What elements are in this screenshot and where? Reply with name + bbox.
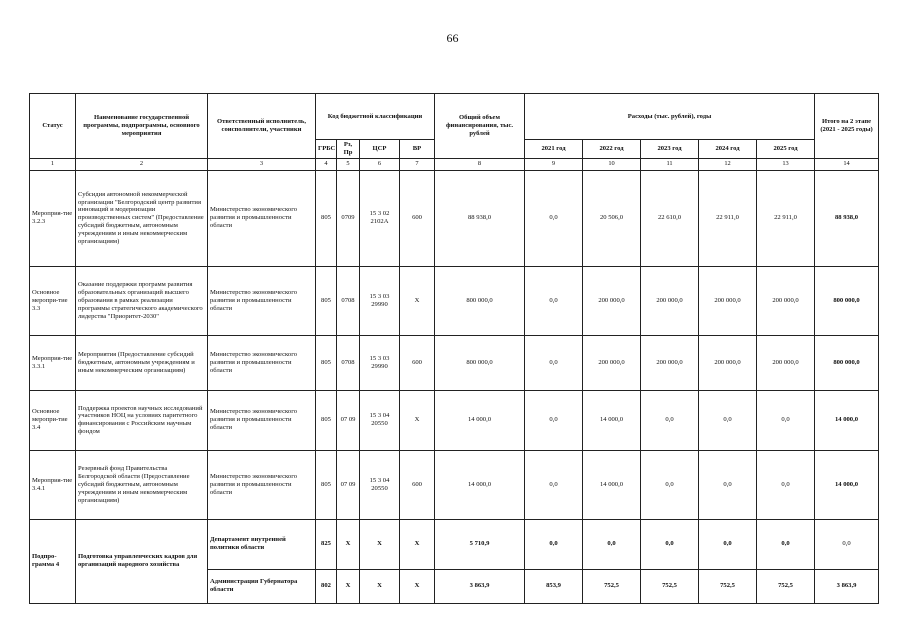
row-name: Субсидия автономной некоммерческой организации "Белгородский центр развития инноваций и модернизации производственных систем" (Предоставление субсидий бюджетным, автономным учреждениям и иным некоммерческим организациям) [76, 170, 208, 266]
row-2025: 200 000,0 [757, 266, 815, 335]
row-vr: 600 [400, 335, 435, 390]
column-number-row [30, 158, 879, 170]
subprogram-executor: Департамент внутренней политики области [208, 519, 316, 569]
row-2021: 0,0 [525, 266, 583, 335]
row-2023: 0,0 [641, 390, 699, 450]
subprogram-2024: 0,0 [699, 519, 757, 569]
row-2021: 0,0 [525, 170, 583, 266]
column-number: 12 [699, 158, 757, 170]
column-number: 10 [583, 158, 641, 170]
row-stage-total: 88 938,0 [815, 170, 879, 266]
table-row [30, 266, 879, 335]
row-stage-total: 800 000,0 [815, 335, 879, 390]
subprogram-2025: 0,0 [757, 519, 815, 569]
row-executor: Министерство экономического развития и промышленности области [208, 450, 316, 519]
row-stage-total: 14 000,0 [815, 450, 879, 519]
subprogram-2023: 0,0 [641, 519, 699, 569]
header-expenses: Расходы (тыс. рублей), годы [525, 94, 815, 140]
subprogram-total: 3 863,9 [435, 569, 525, 603]
subprogram-2024: 752,5 [699, 569, 757, 603]
header-2023: 2023 год [641, 140, 699, 159]
subprogram-stage-total: 3 863,9 [815, 569, 879, 603]
header-2022: 2022 год [583, 140, 641, 159]
row-rz-pr: 07 09 [337, 450, 360, 519]
header-2021: 2021 год [525, 140, 583, 159]
subprogram-rz-pr: Х [337, 519, 360, 569]
subprogram-rz-pr: Х [337, 569, 360, 603]
row-grbs: 805 [316, 170, 337, 266]
column-number: 14 [815, 158, 879, 170]
row-2022: 20 506,0 [583, 170, 641, 266]
row-2022: 200 000,0 [583, 335, 641, 390]
subprogram-row [30, 519, 879, 569]
row-2024: 0,0 [699, 390, 757, 450]
subprogram-2021: 0,0 [525, 519, 583, 569]
column-number: 5 [337, 158, 360, 170]
row-total: 800 000,0 [435, 266, 525, 335]
row-2025: 0,0 [757, 450, 815, 519]
row-total: 14 000,0 [435, 450, 525, 519]
row-executor: Министерство экономического развития и промышленности области [208, 390, 316, 450]
subprogram-name: Подготовка управленческих кадров для организаций народного хозяйства [76, 519, 208, 603]
header-total-financing: Общий объем финансирования, тыс. рублей [435, 94, 525, 159]
subprogram-grbs: 825 [316, 519, 337, 569]
header-stage-total: Итого на 2 этапе (2021 - 2025 годы) [815, 94, 879, 159]
row-status: Мероприя-тие 3.2.3 [30, 170, 76, 266]
table-row [30, 390, 879, 450]
row-name: Оказание поддержки программ развития образовательных организаций высшего образования в рамках реализации программы стратегического академического лидерства "Приоритет-2030" [76, 266, 208, 335]
header-csr: ЦСР [360, 140, 400, 159]
header-vr: ВР [400, 140, 435, 159]
row-2021: 0,0 [525, 390, 583, 450]
row-2024: 200 000,0 [699, 266, 757, 335]
row-stage-total: 800 000,0 [815, 266, 879, 335]
row-2023: 200 000,0 [641, 335, 699, 390]
row-csr: 15 3 02 2102А [360, 170, 400, 266]
header-status: Статус [30, 94, 76, 159]
header-name: Наименование государственной программы, подпрограммы, основного мероприятия [76, 94, 208, 159]
subprogram-vr: Х [400, 569, 435, 603]
header-grbs: ГРБС [316, 140, 337, 159]
header-executor: Ответственный исполнитель, соисполнители, участники [208, 94, 316, 159]
column-number: 1 [30, 158, 76, 170]
row-csr: 15 3 04 20550 [360, 450, 400, 519]
header-2024: 2024 год [699, 140, 757, 159]
row-2024: 22 911,0 [699, 170, 757, 266]
budget-table [29, 93, 879, 604]
subprogram-2021: 853,9 [525, 569, 583, 603]
row-status: Основное меропри-тие 3.3 [30, 266, 76, 335]
column-number: 7 [400, 158, 435, 170]
row-2021: 0,0 [525, 335, 583, 390]
subprogram-total: 5 710,9 [435, 519, 525, 569]
row-2025: 22 911,0 [757, 170, 815, 266]
subprogram-csr: Х [360, 519, 400, 569]
row-2025: 0,0 [757, 390, 815, 450]
row-2025: 200 000,0 [757, 335, 815, 390]
subprogram-2025: 752,5 [757, 569, 815, 603]
row-grbs: 805 [316, 266, 337, 335]
row-vr: 600 [400, 450, 435, 519]
column-number: 8 [435, 158, 525, 170]
subprogram-executor: Администрация Губернатора области [208, 569, 316, 603]
row-vr: Х [400, 266, 435, 335]
subprogram-2023: 752,5 [641, 569, 699, 603]
table-row [30, 335, 879, 390]
table-row [30, 450, 879, 519]
row-rz-pr: 0708 [337, 266, 360, 335]
subprogram-grbs: 802 [316, 569, 337, 603]
row-name: Мероприятия (Предоставление субсидий бюджетным, автономным учреждениям и иным некоммерческим организациям) [76, 335, 208, 390]
row-rz-pr: 0709 [337, 170, 360, 266]
row-name: Поддержка проектов научных исследований участников НОЦ на условиях паритетного финансирования с Российским научным фондом [76, 390, 208, 450]
row-2024: 0,0 [699, 450, 757, 519]
subprogram-2022: 0,0 [583, 519, 641, 569]
column-number: 6 [360, 158, 400, 170]
row-csr: 15 3 03 29990 [360, 266, 400, 335]
row-executor: Министерство экономического развития и промышленности области [208, 335, 316, 390]
header-budget-code: Код бюджетной классификации [316, 94, 435, 140]
header-rz-pr: Рз, Пр [337, 140, 360, 159]
row-name: Резервный фонд Правительства Белгородской области (Предоставление субсидий бюджетным, автономным учреждениям и иным некоммерческим организациям) [76, 450, 208, 519]
row-executor: Министерство экономического развития и промышленности области [208, 170, 316, 266]
row-total: 800 000,0 [435, 335, 525, 390]
subprogram-stage-total: 0,0 [815, 519, 879, 569]
header-2025: 2025 год [757, 140, 815, 159]
subprogram-vr: Х [400, 519, 435, 569]
row-vr: 600 [400, 170, 435, 266]
subprogram-2022: 752,5 [583, 569, 641, 603]
table-row [30, 170, 879, 266]
row-grbs: 805 [316, 335, 337, 390]
row-rz-pr: 07 09 [337, 390, 360, 450]
row-stage-total: 14 000,0 [815, 390, 879, 450]
row-2023: 200 000,0 [641, 266, 699, 335]
row-csr: 15 3 03 29990 [360, 335, 400, 390]
row-status: Основное меропри-тие 3.4 [30, 390, 76, 450]
column-number: 2 [76, 158, 208, 170]
subprogram-csr: Х [360, 569, 400, 603]
row-vr: Х [400, 390, 435, 450]
column-number: 4 [316, 158, 337, 170]
row-grbs: 805 [316, 390, 337, 450]
row-2022: 200 000,0 [583, 266, 641, 335]
row-grbs: 805 [316, 450, 337, 519]
row-2022: 14 000,0 [583, 450, 641, 519]
column-number: 3 [208, 158, 316, 170]
row-total: 88 938,0 [435, 170, 525, 266]
row-status: Мероприя-тие 3.4.1 [30, 450, 76, 519]
row-2023: 0,0 [641, 450, 699, 519]
row-2021: 0,0 [525, 450, 583, 519]
column-number: 13 [757, 158, 815, 170]
row-total: 14 000,0 [435, 390, 525, 450]
row-csr: 15 3 04 20550 [360, 390, 400, 450]
row-rz-pr: 0708 [337, 335, 360, 390]
column-number: 11 [641, 158, 699, 170]
row-2023: 22 610,0 [641, 170, 699, 266]
row-2024: 200 000,0 [699, 335, 757, 390]
row-status: Мероприя-тие 3.3.1 [30, 335, 76, 390]
row-executor: Министерство экономического развития и промышленности области [208, 266, 316, 335]
column-number: 9 [525, 158, 583, 170]
subprogram-status: Подпро-грамма 4 [30, 519, 76, 603]
page-number: 66 [446, 31, 459, 45]
row-2022: 14 000,0 [583, 390, 641, 450]
